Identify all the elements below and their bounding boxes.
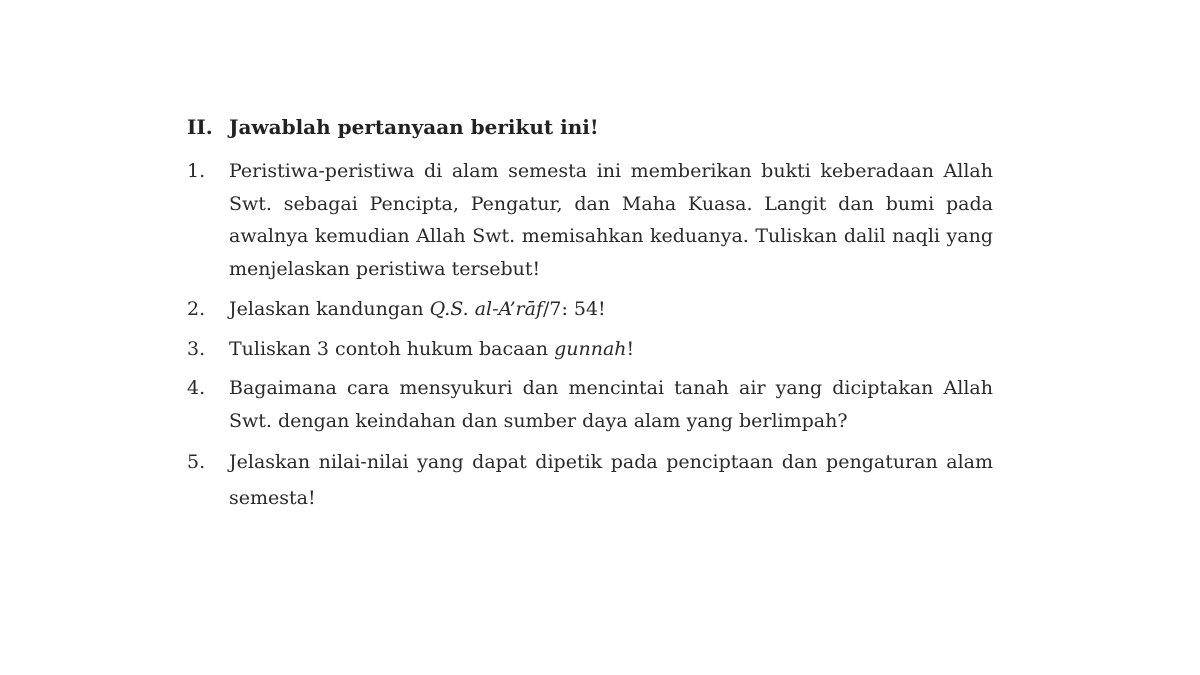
question-item-4 bbox=[187, 372, 993, 437]
question-text-end: /7: 54! bbox=[542, 298, 606, 320]
question-list bbox=[187, 155, 993, 516]
question-number: 4. bbox=[187, 377, 206, 399]
question-text-end: ! bbox=[626, 337, 635, 360]
question-item-3 bbox=[187, 333, 993, 366]
tajwid-term: gunnah bbox=[554, 337, 627, 360]
question-text bbox=[229, 293, 993, 326]
question-number: 2. bbox=[187, 298, 206, 320]
section-title: Jawablah pertanyaan berikut ini! bbox=[229, 115, 599, 139]
question-text: Peristiwa-peristiwa di alam semesta ini memberikan bukti keberadaan Allah Swt. sebagai Pencipta, Pengatur, dan Maha Kuasa. Langit dan bumi pada awalnya kemudian Allah Swt. memisahkan keduanya. Tuliskan dalil naqli yang menjelaskan peristiwa tersebut! bbox=[229, 160, 993, 280]
question-text: Jelaskan nilai-nilai yang dapat dipetik pada penciptaan dan pengaturan alam semesta! bbox=[229, 451, 993, 509]
question-text-start: Tuliskan 3 contoh hukum bacaan bbox=[229, 337, 555, 360]
surah-reference: Q.S. al-A’rāf bbox=[429, 298, 543, 320]
question-number: 5. bbox=[187, 451, 206, 473]
question-number: 1. bbox=[187, 160, 206, 182]
question-text bbox=[229, 333, 993, 366]
section-heading bbox=[187, 113, 599, 141]
question-item-2 bbox=[187, 293, 993, 326]
question-number: 3. bbox=[187, 337, 206, 360]
question-text: Bagaimana cara mensyukuri dan mencintai tanah air yang diciptakan Allah Swt. dengan keindahan dan sumber daya alam yang berlimpah? bbox=[229, 377, 993, 432]
question-item-1 bbox=[187, 155, 993, 285]
question-item-5 bbox=[187, 444, 993, 516]
section-number: II. bbox=[187, 115, 213, 139]
question-text-start: Jelaskan kandungan bbox=[229, 298, 430, 320]
